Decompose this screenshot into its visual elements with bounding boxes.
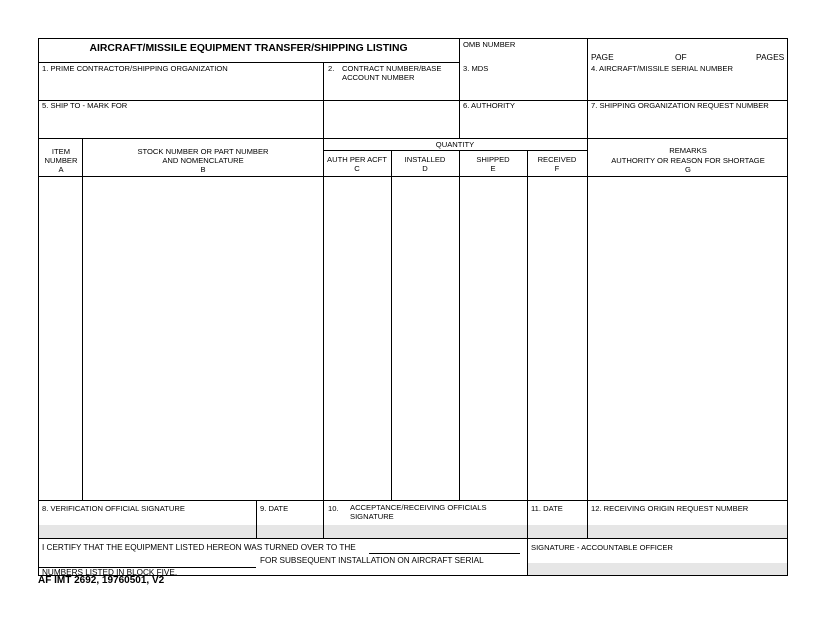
col-a-line2: NUMBER [44, 156, 78, 165]
rule-v-col2 [323, 62, 324, 138]
field-12-label: 12. RECEIVING ORIGIN REQUEST NUMBER [591, 504, 749, 513]
col-e-line1: SHIPPED [476, 155, 510, 164]
shade-field12 [588, 525, 787, 538]
col-b-line3: B [200, 165, 206, 174]
col-d-line2: D [422, 164, 428, 173]
col-c-line2: C [354, 164, 360, 173]
rule-v-f [587, 138, 588, 538]
rule-v-e [527, 150, 528, 576]
col-b-line2: AND NOMENCLATURE [162, 156, 244, 165]
cert-blank-line [369, 553, 520, 554]
of-label: OF [675, 52, 687, 62]
shade-field11 [528, 525, 587, 538]
certification-line1: I CERTIFY THAT THE EQUIPMENT LISTED HEREON WAS TURNED OVER TO THE [42, 543, 356, 552]
form-title: AIRCRAFT/MISSILE EQUIPMENT TRANSFER/SHIPPING LISTING [89, 43, 408, 54]
rule-row2-bottom [38, 138, 788, 139]
field-10-label-line2: SIGNATURE [350, 512, 394, 521]
shade-field10 [324, 525, 527, 538]
shade-field9 [257, 525, 323, 538]
rule-v-a [82, 138, 83, 500]
field-3-label: 3. MDS [463, 64, 489, 73]
col-f-line2: F [554, 164, 560, 173]
page-label: PAGE [591, 52, 614, 62]
field-10-label-line1: ACCEPTANCE/RECEIVING OFFICIALS [350, 503, 487, 512]
signature-officer-label: SIGNATURE - ACCOUNTABLE OFFICER [531, 543, 673, 552]
field-6-label: 6. AUTHORITY [463, 101, 515, 110]
field-10-number: 10. [328, 504, 339, 513]
field-7-label: 7. SHIPPING ORGANIZATION REQUEST NUMBER [591, 101, 769, 110]
rule-body-bottom [38, 500, 788, 501]
rule-v-col3 [459, 38, 460, 138]
certification-line2: FOR SUBSEQUENT INSTALLATION ON AIRCRAFT SERIAL [260, 556, 484, 565]
col-a-line1: ITEM [51, 147, 71, 156]
rule-v-c [391, 150, 392, 500]
rule-v-remarks-top [587, 38, 588, 138]
field-5-label: 5. SHIP TO - MARK FOR [42, 101, 128, 110]
col-g-line1: REMARKS [669, 146, 707, 155]
field-2-label-line2: ACCOUNT NUMBER [342, 73, 415, 82]
rule-title-bottom [38, 62, 460, 63]
field-2-label-line1: CONTRACT NUMBER/BASE [342, 64, 442, 73]
col-b-line1: STOCK NUMBER OR PART NUMBER [137, 147, 269, 156]
col-g-line3: G [685, 165, 691, 174]
form-id-footer: AF IMT 2692, 19760501, V2 [38, 575, 165, 586]
form-border [38, 38, 788, 576]
field-2-number: 2. [328, 64, 335, 73]
quantity-header: QUANTITY [435, 140, 475, 149]
rule-v-d [459, 150, 460, 500]
pages-label: PAGES [756, 52, 785, 62]
col-g-line2: AUTHORITY OR REASON FOR SHORTAGE [611, 156, 765, 165]
shade-signature-officer [528, 563, 787, 575]
col-d-line1: INSTALLED [404, 155, 446, 164]
field-1-label: 1. PRIME CONTRACTOR/SHIPPING ORGANIZATION [42, 64, 228, 73]
col-a-line3: A [58, 165, 64, 174]
rule-quantity-under [323, 150, 587, 151]
rule-column-header-bottom [38, 176, 788, 177]
rule-v-b [323, 138, 324, 538]
certification-line3: NUMBERS LISTED IN BLOCK FIVE. [42, 568, 178, 577]
field-9-label: 9. DATE [260, 504, 289, 513]
field-4-label: 4. AIRCRAFT/MISSILE SERIAL NUMBER [591, 64, 733, 73]
col-c-line1: AUTH PER ACFT [327, 155, 387, 164]
col-e-line2: E [490, 164, 496, 173]
field-8-label: 8. VERIFICATION OFFICIAL SIGNATURE [42, 504, 185, 513]
omb-number-label: OMB NUMBER [463, 40, 516, 49]
shade-field8 [39, 525, 256, 538]
field-11-label: 11. DATE [531, 504, 563, 513]
col-f-line1: RECEIVED [537, 155, 577, 164]
rule-signature-row-bottom [38, 538, 788, 539]
